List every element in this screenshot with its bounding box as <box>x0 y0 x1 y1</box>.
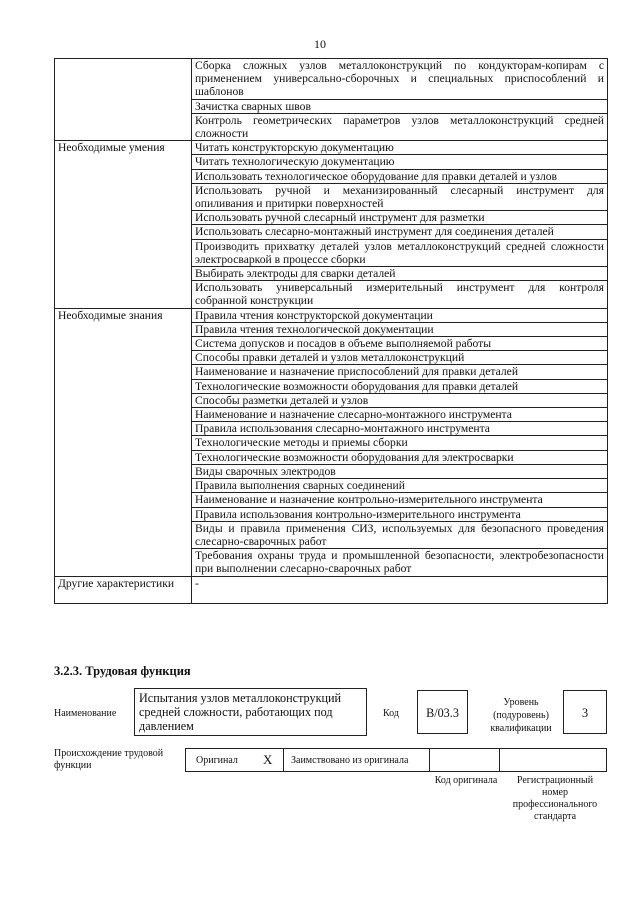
original-mark: X <box>263 752 273 767</box>
knowledge-item: Способы правки деталей и узлов металлоконструкций <box>192 351 608 365</box>
skills-item: Использовать слесарно-монтажный инструмент для соединения деталей <box>192 225 608 239</box>
original-label: Оригинал <box>196 755 238 766</box>
knowledge-item: Правила чтения конструкторской документации <box>192 308 608 322</box>
knowledge-item: Правила чтения технологической документации <box>192 322 608 336</box>
knowledge-item: Виды и правила применения СИЗ, используемых для безопасного проведения слесарно-сварочных работ <box>192 521 608 548</box>
skills-item: Использовать технологическое оборудование для правки деталей и узлов <box>192 169 608 183</box>
code-value: B/03.3 <box>426 706 459 720</box>
knowledge-item: Правила выполнения сварных соединений <box>192 479 608 493</box>
skills-item: Использовать ручной слесарный инструмент для разметки <box>192 211 608 225</box>
page-number: 10 <box>314 37 326 51</box>
knowledge-item: Способы разметки деталей и узлов <box>192 393 608 407</box>
table-row <box>55 576 608 603</box>
table-row <box>55 141 608 155</box>
knowledge-label: Необходимые знания <box>55 308 192 576</box>
competency-table <box>54 58 608 604</box>
knowledge-item: Правила использования слесарно-монтажного инструмента <box>192 422 608 436</box>
other-label: Другие характеристики <box>55 576 192 603</box>
knowledge-item: Наименование и назначение контрольно-измерительного инструмента <box>192 493 608 507</box>
knowledge-item: Наименование и назначение приспособлений для правки деталей <box>192 365 608 379</box>
table-row <box>55 308 608 322</box>
level-box <box>563 690 607 734</box>
skills-item: Использовать универсальный измерительный инструмент для контроля собранной конструкции <box>192 281 608 308</box>
code-box <box>417 690 468 734</box>
function-name-box <box>134 688 367 736</box>
skills-item: Производить прихватку деталей узлов металлоконструкций средней сложности электросваркой в процессе сборки <box>192 239 608 266</box>
knowledge-item: Виды сварочных электродов <box>192 464 608 478</box>
knowledge-item: Система допусков и посадов в объеме выполняемой работы <box>192 337 608 351</box>
other-value: - <box>192 576 608 603</box>
function-name: Испытания узлов металлоконструкций средней сложности, работающих под давлением <box>139 691 342 733</box>
level-value: 3 <box>581 706 589 720</box>
continuation-item: Зачистка сварных швов <box>192 99 608 113</box>
origin-box <box>185 748 607 772</box>
continuation-item: Сборка сложных узлов металлоконструкций по кондукторам-копирам с применением универсально-сборочных и специальных приспособлений и шаблонов <box>192 59 608 100</box>
knowledge-item: Наименование и назначение слесарно-монтажного инструмента <box>192 408 608 422</box>
knowledge-item: Технологические методы и приемы сборки <box>192 436 608 450</box>
borrowed-label: Заимствовано из оригинала <box>291 755 409 766</box>
skills-item: Выбирать электроды для сварки деталей <box>192 267 608 281</box>
section-title: 3.2.3. Трудовая функция <box>54 664 191 678</box>
knowledge-item: Правила использования контрольно-измерительного инструмента <box>192 507 608 521</box>
level-label: Уровень (подуровень) квалификации <box>490 697 552 734</box>
code-label: Код <box>383 708 399 719</box>
reg-number-label: Регистрационный номер профессионального стандарта <box>512 775 598 822</box>
skills-item: Использовать ручной и механизированный слесарный инструмент для опиливания и притирки поверхностей <box>192 183 608 210</box>
knowledge-item: Требования охраны труда и промышленной безопасности, электробезопасности при выполнении слесарно-сварочных работ <box>192 549 608 576</box>
continuation-label <box>55 59 192 141</box>
origin-label: Происхождение трудовой функции <box>54 748 164 771</box>
knowledge-item: Технологические возможности оборудования для правки деталей <box>192 379 608 393</box>
skills-item: Читать конструкторскую документацию <box>192 141 608 155</box>
code-original-label: Код оригинала <box>434 775 498 786</box>
continuation-item: Контроль геометрических параметров узлов металлоконструкций средней сложности <box>192 113 608 140</box>
knowledge-item: Технологические возможности оборудования для электросварки <box>192 450 608 464</box>
table-row <box>55 59 608 100</box>
skills-item: Читать технологическую документацию <box>192 155 608 169</box>
name-label: Наименование <box>54 708 117 719</box>
skills-label: Необходимые умения <box>55 141 192 308</box>
